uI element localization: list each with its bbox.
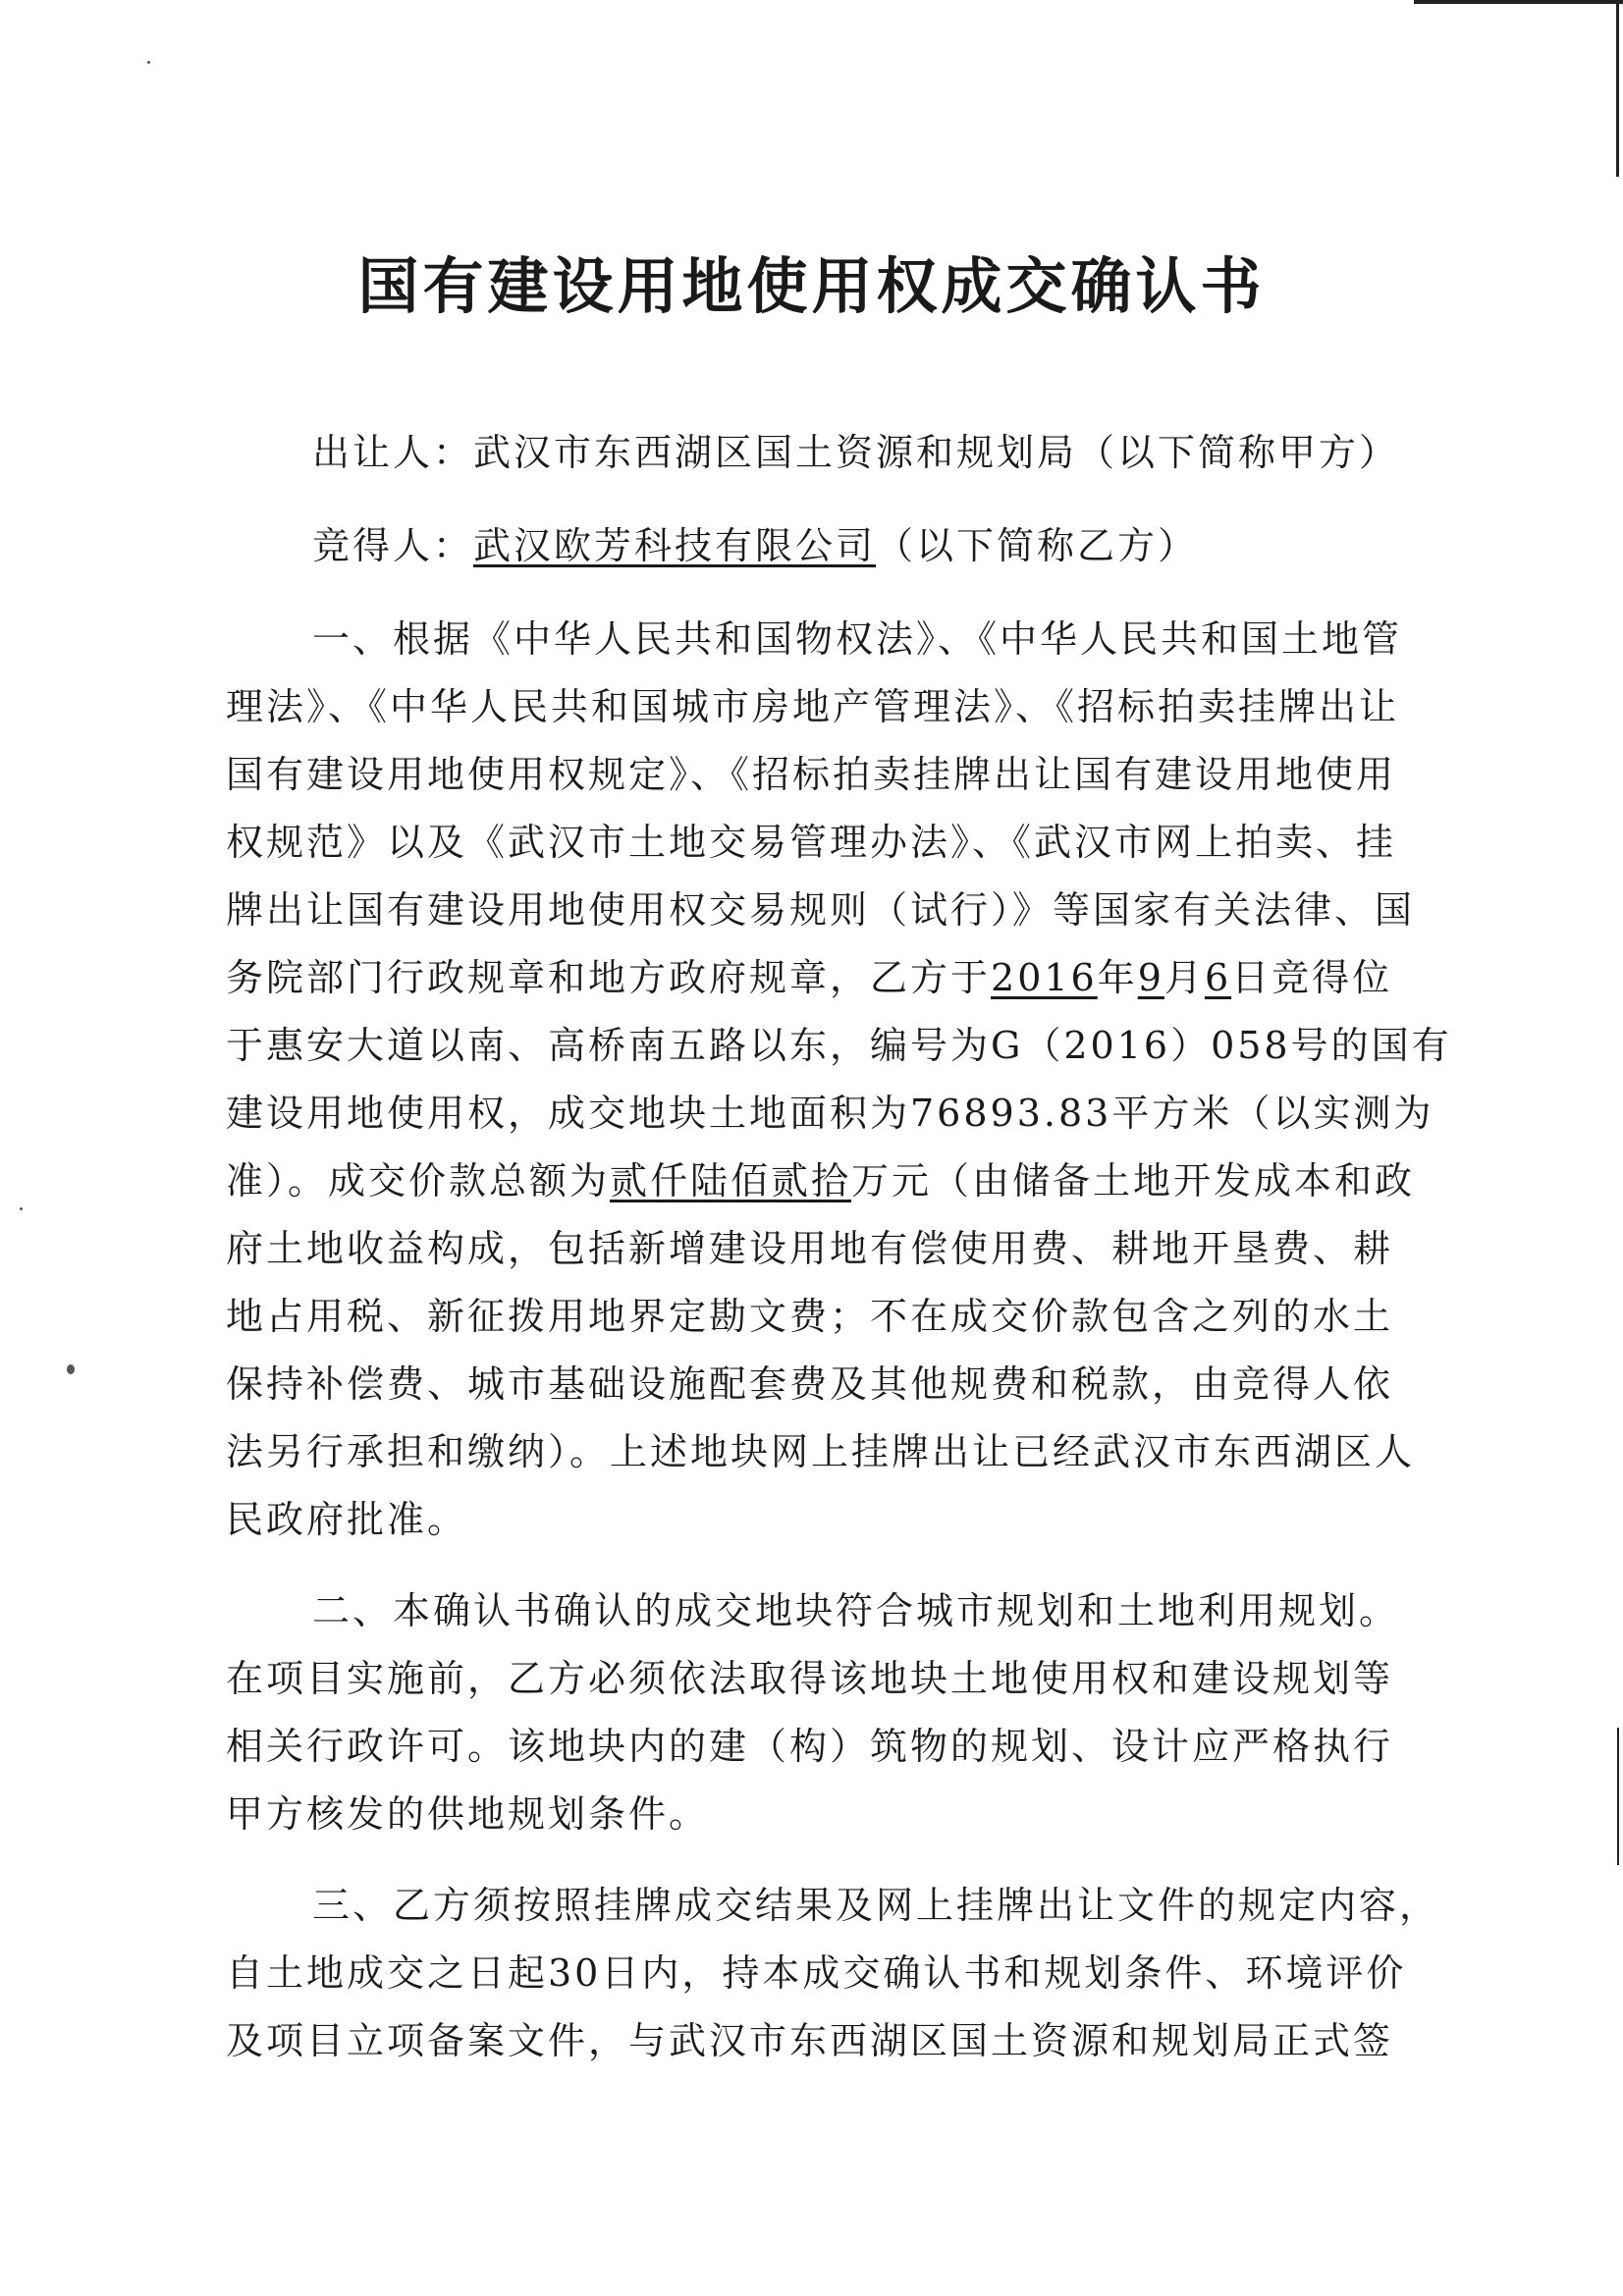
scan-edge-right-lower: [1617, 1728, 1619, 1865]
section1-line: 牌出让国有建设用地使用权交易规则（试行）》等国家有关法律、国: [226, 888, 1416, 932]
winner-line: [312, 515, 1198, 569]
grantor-label: 出让人：: [312, 431, 474, 474]
section1-line: 民政府批准。: [226, 1498, 468, 1541]
text-segment: 万元（由储备土地开发成本和政: [851, 1159, 1416, 1202]
date-year: 2016: [991, 956, 1098, 999]
winner-name: 武汉欧芳科技有限公司: [473, 524, 877, 567]
scan-speck: [20, 1207, 23, 1210]
section1-line: 法另行承担和缴纳）。上述地块网上挂牌出让已经武汉市东西湖区人: [226, 1430, 1416, 1473]
scan-speck: [67, 1364, 75, 1374]
section1-line: 国有建设用地使用权规定》、《招标拍卖挂牌出让国有建设用地使用: [226, 753, 1397, 796]
text-segment: 年: [1097, 956, 1138, 999]
text-segment: 务院部门行政规章和地方政府规章，乙方于: [226, 956, 992, 999]
section1-line: 一、根据《中华人民共和国物权法》、《中华人民共和国土地管: [312, 617, 1403, 661]
text-segment: 准）。成交价款总额为: [226, 1159, 611, 1202]
section1-line: 于惠安大道以南、高桥南五路以东，编号为G（2016）058号的国有: [226, 1024, 1452, 1067]
section1-line: 府土地收益构成，包括新增建设用地有偿使用费、耕地开垦费、耕: [226, 1227, 1394, 1270]
scan-edge-top-right: [1414, 0, 1623, 4]
grantor-value: 武汉市东西湖区国土资源和规划局（以下简称甲方）: [473, 431, 1400, 474]
total-price: 贰仟陆佰贰拾: [610, 1159, 852, 1202]
winner-suffix: （以下简称乙方）: [876, 524, 1199, 567]
section3-line: 自土地成交之日起30日内，持本成交确认书和规划条件、环境评价: [226, 1951, 1407, 1995]
text-segment: 月: [1163, 956, 1205, 999]
winner-label: 竞得人：: [312, 524, 474, 567]
scan-edge-right: [1616, 0, 1619, 177]
date-month: 9: [1137, 956, 1164, 999]
section2-line: 在项目实施前，乙方必须依法取得该地块土地使用权和建设规划等: [226, 1657, 1394, 1700]
section1-line: 权规范》以及《武汉市土地交易管理办法》、《武汉市网上拍卖、挂: [226, 821, 1397, 864]
date-day: 6: [1204, 956, 1232, 999]
grantor-line: [312, 422, 1399, 476]
section1-price-line: [226, 1150, 1415, 1204]
section1-line: 保持补偿费、城市基础设施配套费及其他规费和税款，由竞得人依: [226, 1362, 1394, 1406]
section2-line: 相关行政许可。该地块内的建（构）筑物的规划、设计应严格执行: [226, 1725, 1394, 1768]
section2-line: 甲方核发的供地规划条件。: [226, 1792, 710, 1836]
section1-line: 理法》、《中华人民共和国城市房地产管理法》、《招标拍卖挂牌出让: [226, 685, 1400, 728]
page-title: 国有建设用地使用权成交确认书: [357, 250, 1266, 322]
section1-line: 地占用税、新征拨用地界定勘文费；不在成交价款包含之列的水土: [226, 1295, 1394, 1338]
section1-date-line: [226, 947, 1392, 1001]
text-segment: 日竞得位: [1231, 956, 1393, 999]
section2-line: 二、本确认书确认的成交地块符合城市规划和土地利用规划。: [312, 1589, 1400, 1632]
scan-speck: [147, 61, 150, 64]
document-body: [226, 422, 1458, 2091]
section3-line: 及项目立项备案文件，与武汉市东西湖区国土资源和规划局正式签: [226, 2019, 1394, 2062]
section1-line: 建设用地使用权，成交地块土地面积为76893.83平方米（以实测为: [226, 1092, 1434, 1135]
section3-line: 三、乙方须按照挂牌成交结果及网上挂牌出让文件的规定内容，: [312, 1884, 1440, 1927]
